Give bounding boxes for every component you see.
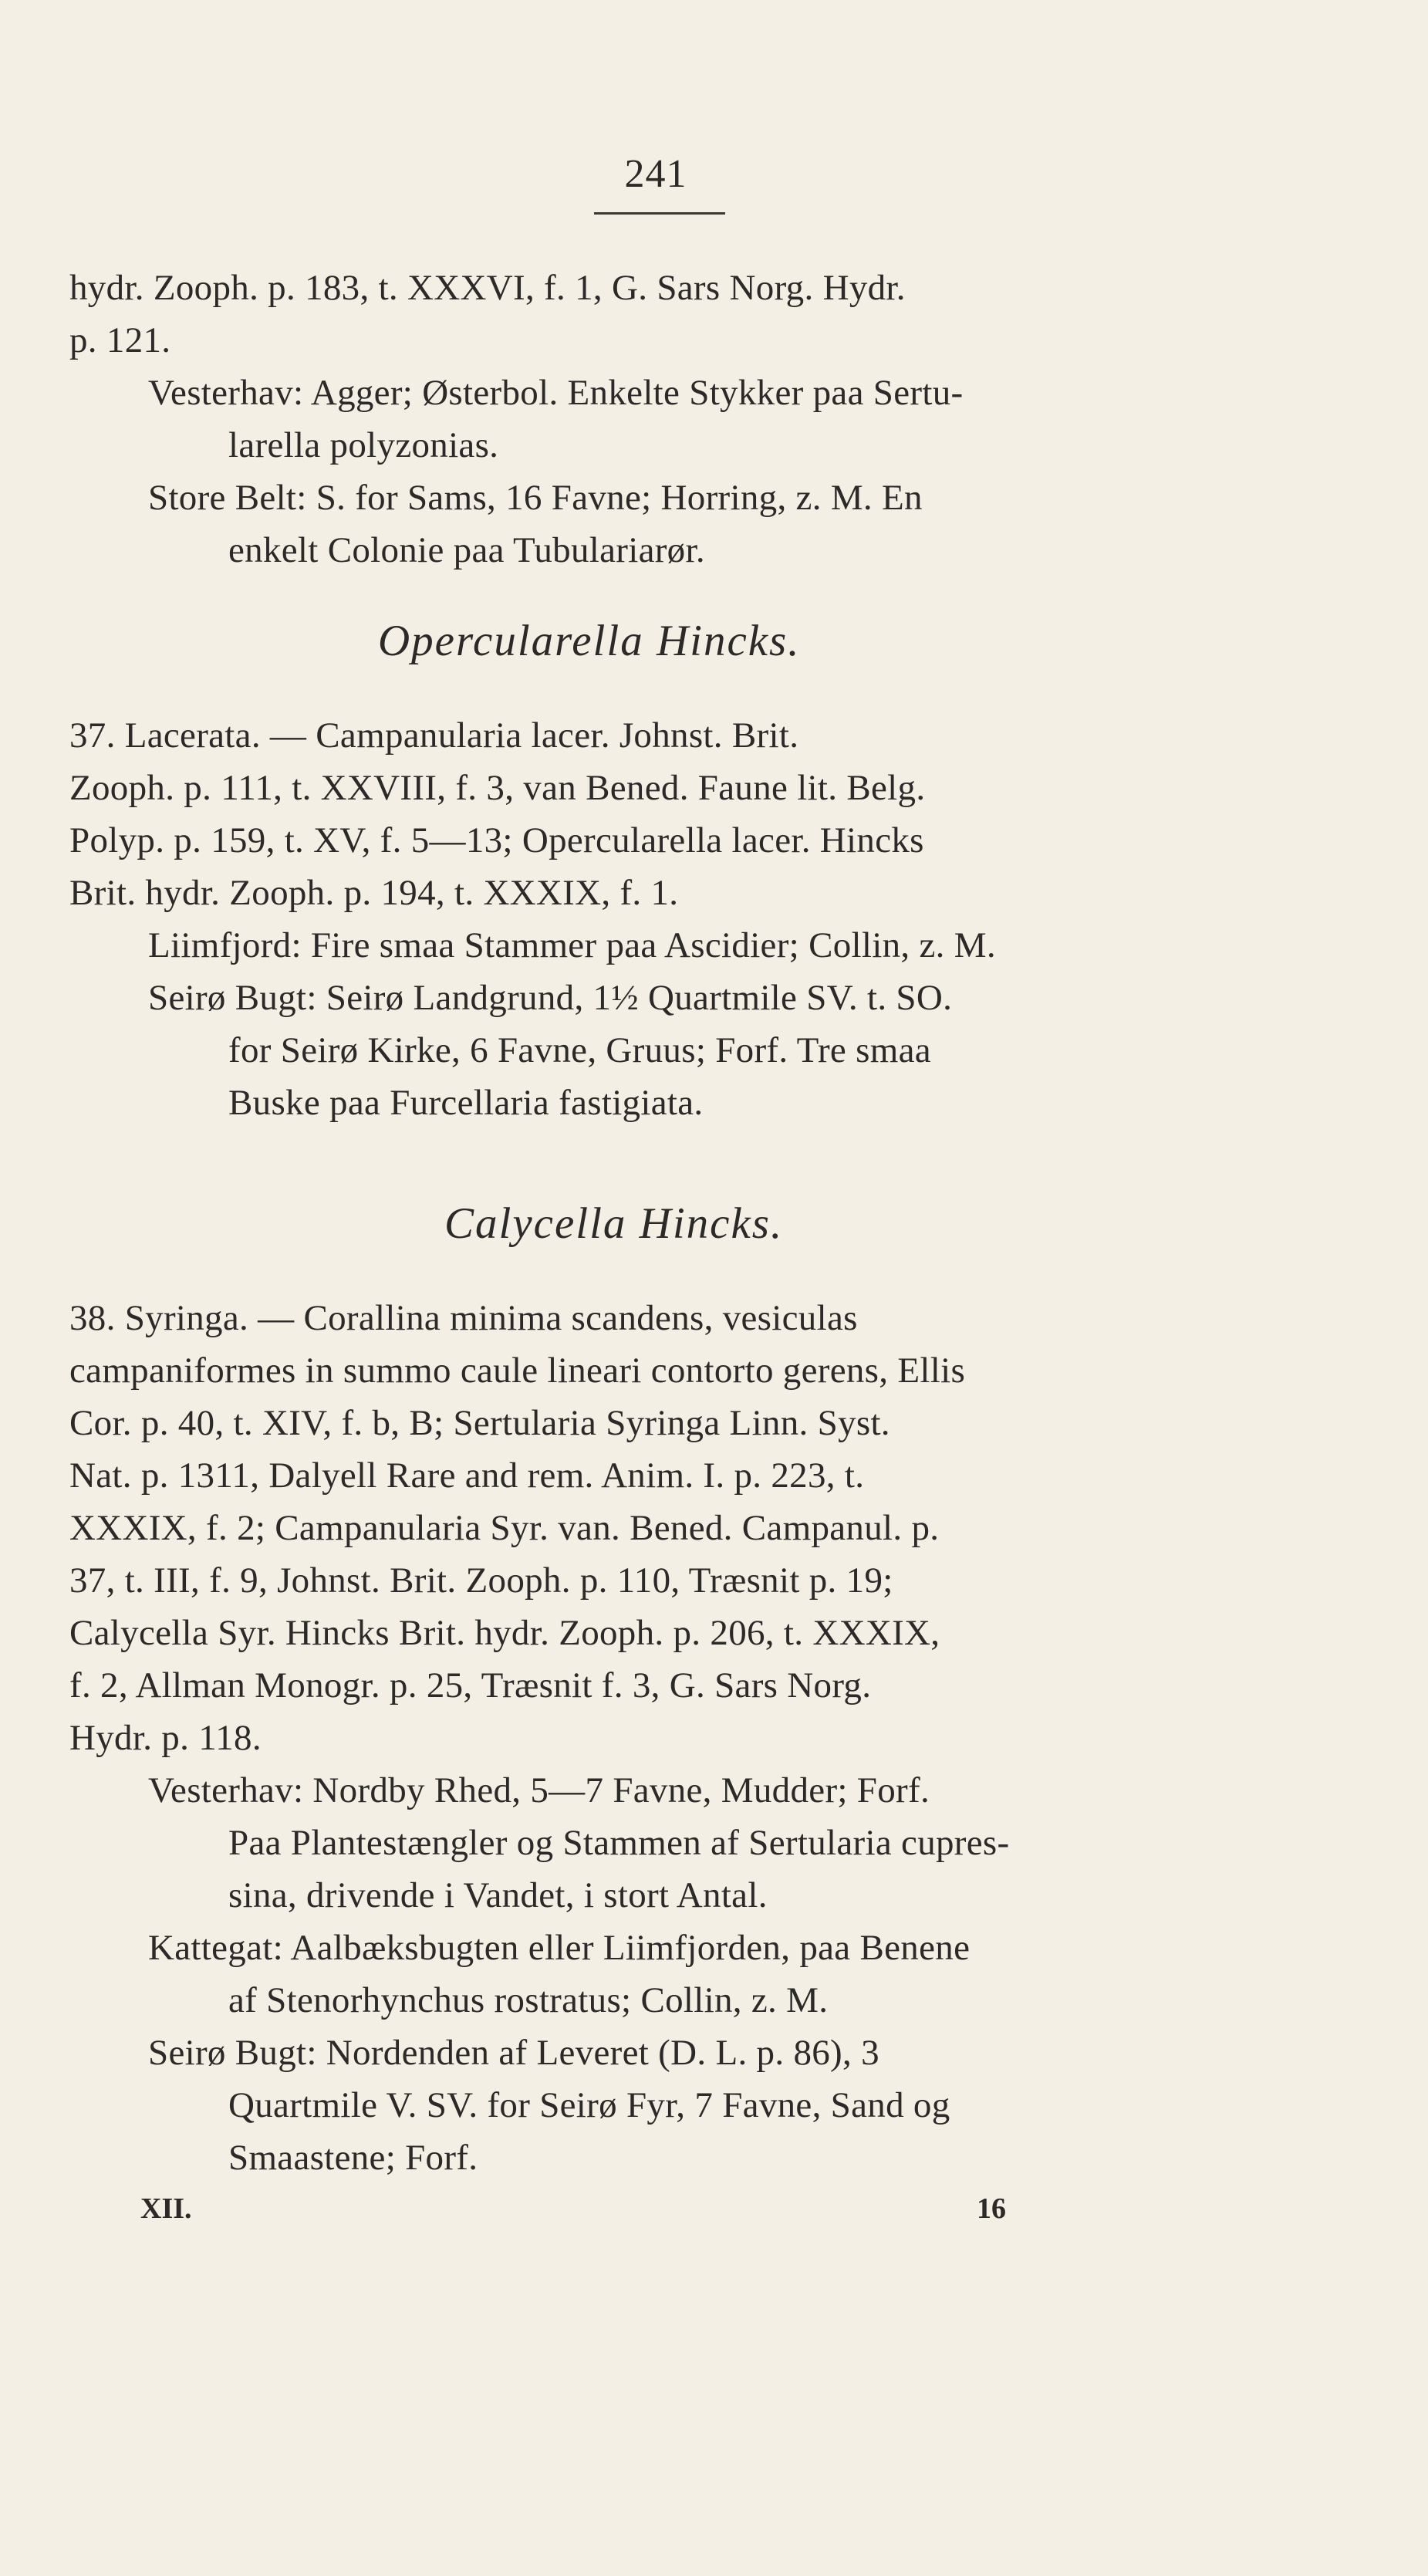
text-line: campaniformes in summo caule lineari contorto gerens, Ellis: [69, 1351, 966, 1391]
locality-line: Liimfjord: Fire smaa Stammer paa Ascidier; Collin, z. M.: [148, 925, 996, 965]
text-line: Calycella Syr. Hincks Brit. hydr. Zooph. p. 206, t. XXXIX,: [69, 1613, 940, 1653]
locality-line: Store Belt: S. for Sams, 16 Favne; Horring, z. M. En: [148, 478, 923, 518]
text-line: XXXIX, f. 2; Campanularia Syr. van. Bened. Campanul. p.: [69, 1508, 940, 1548]
locality-line: Seirø Bugt: Seirø Landgrund, 1½ Quartmile SV. t. SO.: [148, 978, 953, 1018]
text-line: Nat. p. 1311, Dalyell Rare and rem. Anim. I. p. 223, t.: [69, 1455, 865, 1496]
text-line: Polyp. p. 159, t. XV, f. 5—13; Opercularella lacer. Hincks: [69, 820, 924, 860]
text-line: 37, t. III, f. 9, Johnst. Brit. Zooph. p. 110, Træsnit p. 19;: [69, 1560, 893, 1601]
locality-line: enkelt Colonie paa Tubulariarør.: [228, 530, 705, 570]
text-line: Brit. hydr. Zooph. p. 194, t. XXXIX, f. 1.: [69, 873, 679, 913]
text-line: f. 2, Allman Monogr. p. 25, Træsnit f. 3, G. Sars Norg.: [69, 1665, 872, 1706]
locality-line: Seirø Bugt: Nordenden af Leveret (D. L. p. 86), 3: [148, 2033, 879, 2073]
page-number: 241: [624, 152, 687, 196]
locality-line: af Stenorhynchus rostratus; Collin, z. M.: [228, 1980, 829, 2020]
locality-line: Buske paa Furcellaria fastigiata.: [228, 1083, 704, 1123]
locality-line: sina, drivende i Vandet, i stort Antal.: [228, 1875, 768, 1915]
locality-line: for Seirø Kirke, 6 Favne, Gruus; Forf. Tre smaa: [228, 1030, 931, 1070]
genus-heading: Calycella Hincks.: [444, 1199, 784, 1248]
text-line: Cor. p. 40, t. XIV, f. b, B; Sertularia Syringa Linn. Syst.: [69, 1403, 890, 1443]
locality-line: Vesterhav: Agger; Østerbol. Enkelte Stykker paa Sertu-: [148, 373, 964, 413]
species-line: 37. Lacerata. — Campanularia lacer. Johnst. Brit.: [69, 715, 799, 756]
locality-line: Quartmile V. SV. for Seirø Fyr, 7 Favne, Sand og: [228, 2085, 950, 2125]
text-line: Zooph. p. 111, t. XXVIII, f. 3, van Bened. Faune lit. Belg.: [69, 768, 926, 808]
locality-line: Paa Plantestængler og Stammen af Sertularia cupres-: [228, 1823, 1010, 1863]
species-line: 38. Syringa. — Corallina minima scandens, vesiculas: [69, 1298, 858, 1338]
locality-line: Vesterhav: Nordby Rhed, 5—7 Favne, Mudder; Forf.: [148, 1770, 930, 1810]
text-line: hydr. Zooph. p. 183, t. XXXVI, f. 1, G. Sars Norg. Hydr.: [69, 268, 906, 308]
genus-heading: Opercularella Hincks.: [378, 617, 801, 665]
text-line: p. 121.: [69, 320, 171, 360]
page-number-rule: [594, 212, 725, 215]
locality-line: Smaastene; Forf.: [228, 2138, 478, 2178]
footer-sheet-number: 16: [977, 2192, 1006, 2225]
footer-signature: XII.: [140, 2192, 192, 2225]
text-line: Hydr. p. 118.: [69, 1718, 262, 1758]
locality-line: Kattegat: Aalbæksbugten eller Liimfjorden, paa Benene: [148, 1928, 971, 1968]
locality-line: larella polyzonias.: [228, 425, 499, 465]
